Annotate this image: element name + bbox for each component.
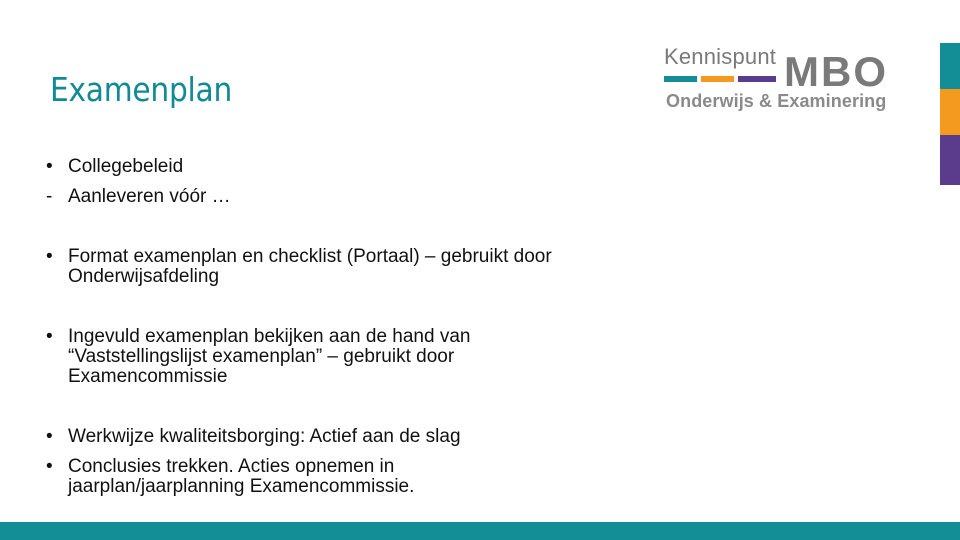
logo-subtitle: Onderwijs & Examinering (666, 91, 887, 111)
bullet-text: Conclusies trekken. Acties opnemen in jaarplan/jaarplanning Examencommissie. (68, 456, 415, 497)
bullet-text: Werkwijze kwaliteitsborging: Actief aan de slag (68, 426, 461, 447)
list-item (46, 157, 666, 177)
bullet-text: Ingevuld examenplan bekijken aan de hand van “Vaststellingslijst examenplan” – gebruikt door Examencommissie (68, 326, 471, 387)
bullet-list (46, 157, 666, 497)
slide-title: Examenplan (50, 70, 233, 109)
logo-mbo-text: MBO (784, 48, 888, 95)
bullet-text: Format examenplan en checklist (Portaal) – gebruikt door Onderwijsafdeling (68, 246, 552, 287)
bullet-group (46, 427, 516, 497)
bullet-marker: • (46, 246, 53, 267)
dash-marker: - (46, 186, 53, 207)
bullet-marker: • (46, 156, 53, 177)
bullet-marker: • (46, 426, 53, 447)
footer-bar (0, 522, 960, 540)
logo-kennispunt-text: Kennispunt (664, 44, 777, 69)
bullet-marker: • (46, 456, 53, 477)
accent-stripe-teal (940, 43, 960, 89)
bullet-group (46, 157, 666, 207)
bullet-text: Aanleveren vóór … (68, 186, 231, 207)
list-item (46, 457, 516, 497)
bullet-group (46, 247, 646, 287)
logo-bar-teal (664, 76, 697, 82)
bullet-text: Collegebeleid (68, 156, 184, 177)
bullet-marker: • (46, 326, 53, 347)
list-item (46, 187, 666, 207)
kennispunt-mbo-logo (664, 44, 904, 118)
accent-stripe-purple (940, 135, 960, 185)
list-item (46, 327, 546, 387)
accent-stripe-orange (940, 89, 960, 135)
list-item (46, 247, 646, 287)
list-item (46, 427, 566, 447)
logo-bar-orange (701, 76, 734, 82)
logo-bar-purple (738, 76, 776, 82)
bullet-group (46, 327, 546, 387)
